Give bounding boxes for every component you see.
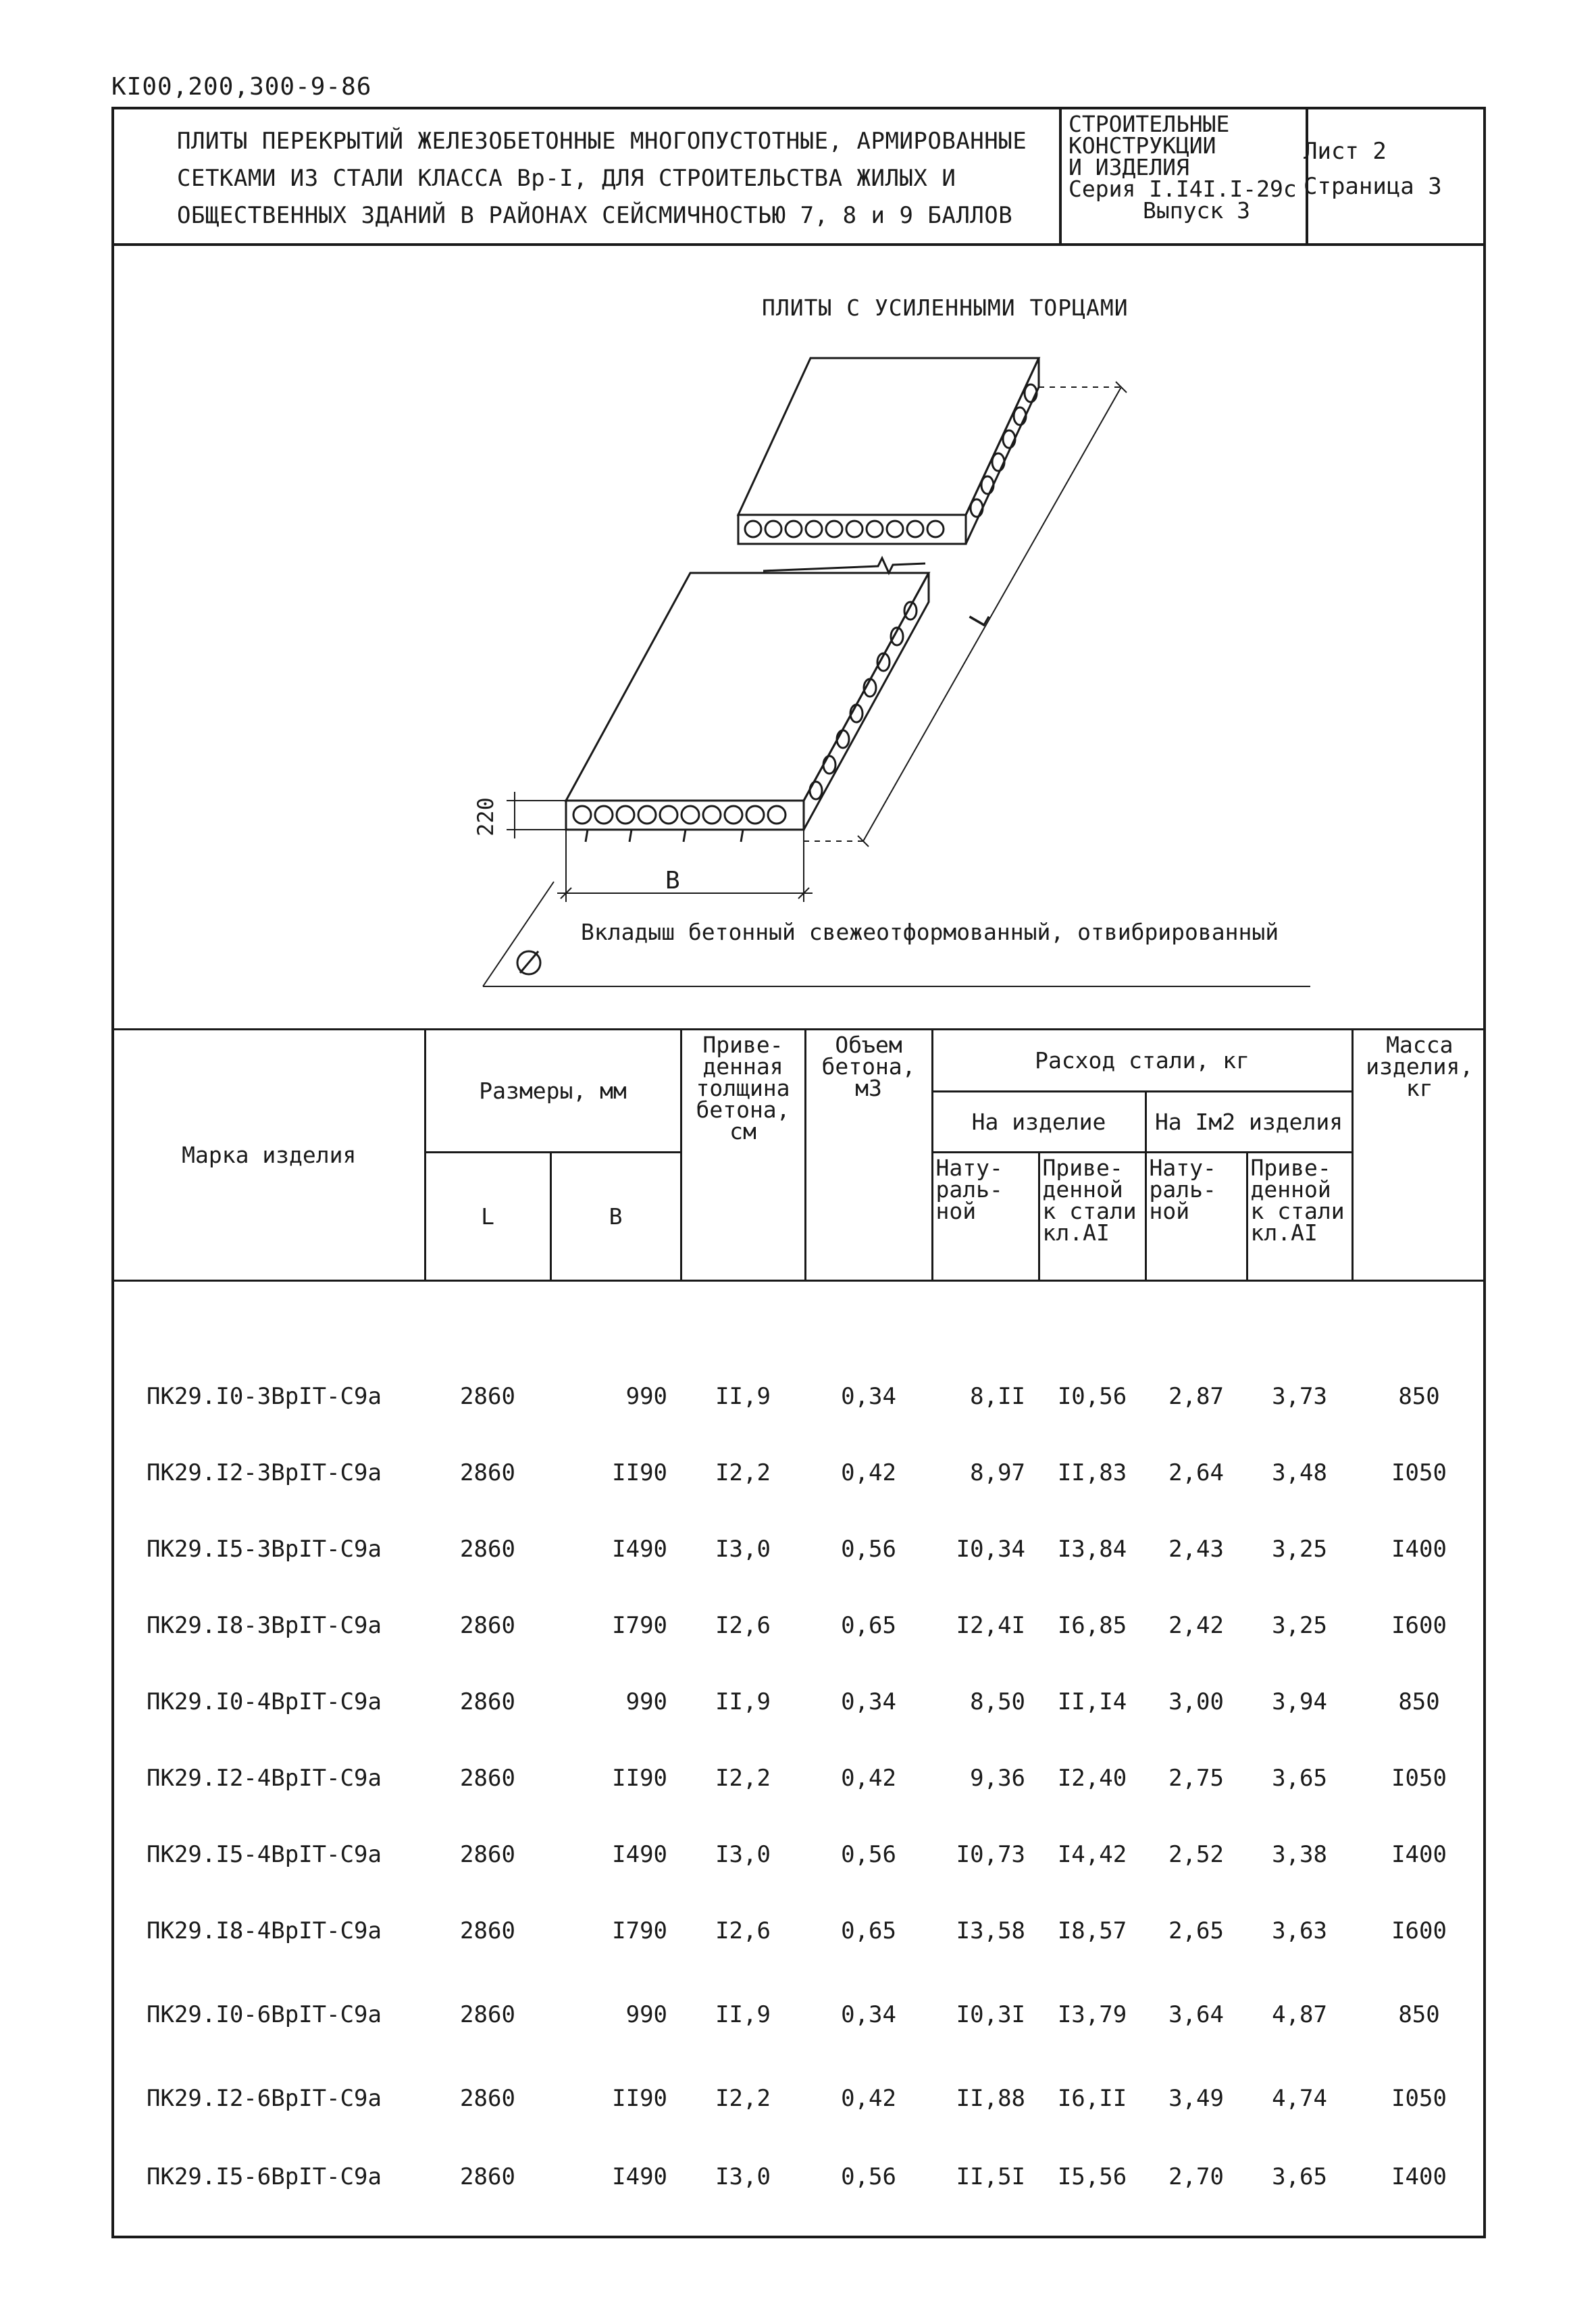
cell-mark: ПК29.I8-3ВрIТ-С9а bbox=[147, 1611, 382, 1639]
cell-L: 2860 bbox=[460, 2001, 515, 2028]
cell-L: 2860 bbox=[460, 1764, 515, 1792]
cell-mass: I400 bbox=[1391, 1535, 1447, 1563]
cell-thickness: I3,0 bbox=[715, 1840, 771, 1868]
cell-thickness: I3,0 bbox=[715, 1535, 771, 1563]
cell-reduced-item: I5,56 bbox=[1057, 2163, 1127, 2190]
cell-B: 990 bbox=[625, 1382, 668, 1410]
header-per-item: На изделие bbox=[932, 1092, 1145, 1153]
series-line: СТРОИТЕЛЬНЫЕ bbox=[1069, 111, 1230, 137]
cell-natural-item: II,5I bbox=[956, 2163, 1026, 2190]
cell-volume: 0,42 bbox=[841, 1459, 896, 1486]
slab-drawing bbox=[0, 0, 1596, 1027]
header-reduced-m2: Приве-денной к стали кл.АI bbox=[1247, 1153, 1352, 1281]
cell-mass: 850 bbox=[1398, 1382, 1440, 1410]
table-row bbox=[114, 1358, 1486, 1434]
cell-natural-item: I0,34 bbox=[956, 1535, 1026, 1563]
dim-label-L: L bbox=[964, 605, 996, 632]
cell-natural-item: I3,58 bbox=[956, 1917, 1026, 1944]
cell-volume: 0,42 bbox=[841, 1764, 896, 1792]
cell-volume: 0,65 bbox=[841, 1917, 896, 1944]
table-row bbox=[114, 1816, 1486, 1892]
cell-reduced-m2: 3,73 bbox=[1272, 1382, 1327, 1410]
header-thickness: Приве-денная толщина бетона, см bbox=[681, 1030, 805, 1281]
cell-natural-m2: 2,65 bbox=[1168, 1917, 1224, 1944]
cell-reduced-m2: 4,74 bbox=[1272, 2084, 1327, 2112]
cell-B: I490 bbox=[612, 2163, 668, 2190]
cell-B: II90 bbox=[612, 1764, 668, 1792]
title-line: СЕТКАМИ ИЗ СТАЛИ КЛАССА Вр-I, ДЛЯ СТРОИТЕЛЬСТВА ЖИЛЫХ И bbox=[177, 165, 956, 192]
cell-mass: I400 bbox=[1391, 1840, 1447, 1868]
cell-thickness: II,9 bbox=[715, 1688, 771, 1715]
cell-mark: ПК29.I5-6ВрIТ-С9а bbox=[147, 2163, 382, 2190]
sheet-number: Лист 2 bbox=[1304, 138, 1387, 165]
cell-natural-item: 9,36 bbox=[970, 1764, 1026, 1792]
cell-natural-m2: 2,43 bbox=[1168, 1535, 1224, 1563]
page-number: Страница 3 bbox=[1304, 173, 1442, 200]
cell-natural-m2: 3,00 bbox=[1168, 1688, 1224, 1715]
cell-natural-m2: 2,70 bbox=[1168, 2163, 1224, 2190]
dimension-L bbox=[804, 382, 1127, 847]
cell-natural-item: 8,II bbox=[970, 1382, 1026, 1410]
cell-volume: 0,34 bbox=[841, 1688, 896, 1715]
table-row bbox=[114, 1969, 1486, 2060]
cell-natural-item: I0,73 bbox=[956, 1840, 1026, 1868]
cell-B: I790 bbox=[612, 1917, 668, 1944]
header-steel: Расход стали, кг bbox=[932, 1030, 1352, 1092]
cell-thickness: II,9 bbox=[715, 1382, 771, 1410]
cell-mass: I600 bbox=[1391, 1917, 1447, 1944]
cell-volume: 0,34 bbox=[841, 1382, 896, 1410]
cell-reduced-m2: 4,87 bbox=[1272, 2001, 1327, 2028]
title-line: ОБЩЕСТВЕННЫХ ЗДАНИЙ В РАЙОНАХ СЕЙСМИЧНОСТЬЮ 7, 8 и 9 БАЛЛОВ bbox=[177, 202, 1013, 229]
spacer-row bbox=[114, 1281, 1486, 1359]
cell-L: 2860 bbox=[460, 1459, 515, 1486]
table-row bbox=[114, 1892, 1486, 1969]
document-code: КI00,200,300-9-86 bbox=[111, 73, 372, 101]
cell-B: II90 bbox=[612, 1459, 668, 1486]
dimension-B bbox=[557, 830, 813, 902]
cell-mark: ПК29.I5-3ВрIТ-С9а bbox=[147, 1535, 382, 1563]
cell-B: 990 bbox=[625, 2001, 668, 2028]
figure-title: ПЛИТЫ С УСИЛЕННЫМИ ТОРЦАМИ bbox=[762, 295, 1129, 321]
cell-mass: I050 bbox=[1391, 1764, 1447, 1792]
cell-L: 2860 bbox=[460, 1917, 515, 1944]
cell-L: 2860 bbox=[460, 1688, 515, 1715]
table-body bbox=[114, 1281, 1486, 2218]
cell-reduced-m2: 3,25 bbox=[1272, 1611, 1327, 1639]
cell-reduced-m2: 3,63 bbox=[1272, 1917, 1327, 1944]
cell-volume: 0,56 bbox=[841, 1535, 896, 1563]
upper-slab bbox=[738, 358, 1039, 544]
cell-natural-m2: 2,42 bbox=[1168, 1611, 1224, 1639]
cell-L: 2860 bbox=[460, 1382, 515, 1410]
cell-B: II90 bbox=[612, 2084, 668, 2112]
cell-reduced-item: I8,57 bbox=[1057, 1917, 1127, 1944]
insert-note: Вкладыш бетонный свежеотформованный, отвибрированный bbox=[581, 919, 1279, 945]
table-row bbox=[114, 2060, 1486, 2136]
cell-reduced-item: I0,56 bbox=[1057, 1382, 1127, 1410]
cell-mass: I400 bbox=[1391, 2163, 1447, 2190]
dimension-220 bbox=[507, 792, 566, 838]
series-line: И ИЗДЕЛИЯ bbox=[1069, 154, 1189, 180]
cell-mark: ПК29.I8-4ВрIТ-С9а bbox=[147, 1917, 382, 1944]
cell-reduced-m2: 3,94 bbox=[1272, 1688, 1327, 1715]
cell-L: 2860 bbox=[460, 2084, 515, 2112]
cell-reduced-item: I3,84 bbox=[1057, 1535, 1127, 1563]
cell-reduced-m2: 3,65 bbox=[1272, 1764, 1327, 1792]
cell-volume: 0,34 bbox=[841, 2001, 896, 2028]
issue-number: Выпуск 3 bbox=[1143, 197, 1250, 224]
cell-natural-item: I2,4I bbox=[956, 1611, 1026, 1639]
cell-L: 2860 bbox=[460, 1535, 515, 1563]
cell-mass: 850 bbox=[1398, 2001, 1440, 2028]
cell-natural-m2: 2,75 bbox=[1168, 1764, 1224, 1792]
cell-B: I790 bbox=[612, 1611, 668, 1639]
cell-natural-item: II,88 bbox=[956, 2084, 1026, 2112]
series-number: Серия I.I4I.I-29с bbox=[1069, 176, 1297, 202]
cell-L: 2860 bbox=[460, 1840, 515, 1868]
cell-thickness: I2,2 bbox=[715, 1459, 771, 1486]
cell-natural-m2: 2,87 bbox=[1168, 1382, 1224, 1410]
header-per-m2: На Iм2 изделия bbox=[1145, 1092, 1352, 1153]
cell-reduced-item: II,I4 bbox=[1057, 1688, 1127, 1715]
header-reduced-item: Приве-денной к стали кл.АI bbox=[1039, 1153, 1145, 1281]
cell-B: I490 bbox=[612, 1535, 668, 1563]
cell-reduced-item: I3,79 bbox=[1057, 2001, 1127, 2028]
title-line: ПЛИТЫ ПЕРЕКРЫТИЙ ЖЕЛЕЗОБЕТОННЫЕ МНОГОПУСТОТНЫЕ, АРМИРОВАННЫЕ bbox=[177, 128, 1027, 155]
spec-table bbox=[114, 1028, 1486, 2217]
series-line: КОНСТРУКЦИИ bbox=[1069, 132, 1216, 159]
cell-volume: 0,56 bbox=[841, 2163, 896, 2190]
cell-thickness: II,9 bbox=[715, 2001, 771, 2028]
cell-reduced-m2: 3,25 bbox=[1272, 1535, 1327, 1563]
cell-volume: 0,42 bbox=[841, 2084, 896, 2112]
header-natural-m2: Нату-раль-ной bbox=[1145, 1153, 1247, 1281]
header-mark: Марка изделия bbox=[114, 1030, 425, 1281]
header-B: В bbox=[550, 1153, 681, 1281]
header-natural-item: Нату-раль-ной bbox=[932, 1153, 1039, 1281]
bottom-studs bbox=[586, 830, 743, 842]
lower-slab-voids bbox=[573, 602, 917, 824]
cell-mark: ПК29.I2-4ВрIТ-С9а bbox=[147, 1764, 382, 1792]
header-mass: Масса изделия, кг bbox=[1352, 1030, 1486, 1281]
cell-natural-m2: 2,64 bbox=[1168, 1459, 1224, 1486]
cell-reduced-m2: 3,38 bbox=[1272, 1840, 1327, 1868]
cell-mass: I050 bbox=[1391, 1459, 1447, 1486]
table-row bbox=[114, 1663, 1486, 1740]
cell-mass: 850 bbox=[1398, 1688, 1440, 1715]
cell-reduced-m2: 3,48 bbox=[1272, 1459, 1327, 1486]
table-row bbox=[114, 1511, 1486, 1587]
dim-label-220: 220 bbox=[472, 797, 498, 836]
cell-natural-m2: 3,49 bbox=[1168, 2084, 1224, 2112]
cell-reduced-item: I6,85 bbox=[1057, 1611, 1127, 1639]
cell-mark: ПК29.I0-4ВрIТ-С9а bbox=[147, 1688, 382, 1715]
cell-thickness: I2,6 bbox=[715, 1611, 771, 1639]
cell-B: 990 bbox=[625, 1688, 668, 1715]
header-volume: Объем бетона, м3 bbox=[805, 1030, 932, 1281]
cell-natural-item: 8,97 bbox=[970, 1459, 1026, 1486]
cell-natural-item: 8,50 bbox=[970, 1688, 1026, 1715]
cell-mark: ПК29.I0-3ВрIТ-С9а bbox=[147, 1382, 382, 1410]
cell-thickness: I2,2 bbox=[715, 1764, 771, 1792]
dim-label-B: В bbox=[665, 867, 680, 895]
cell-B: I490 bbox=[612, 1840, 668, 1868]
cell-natural-m2: 2,52 bbox=[1168, 1840, 1224, 1868]
table-row bbox=[114, 2136, 1486, 2217]
cell-mark: ПК29.I5-4ВрIТ-С9а bbox=[147, 1840, 382, 1868]
cell-volume: 0,65 bbox=[841, 1611, 896, 1639]
cell-reduced-m2: 3,65 bbox=[1272, 2163, 1327, 2190]
cell-L: 2860 bbox=[460, 2163, 515, 2190]
cell-thickness: I2,6 bbox=[715, 1917, 771, 1944]
cell-reduced-item: II,83 bbox=[1057, 1459, 1127, 1486]
table-row bbox=[114, 1587, 1486, 1663]
cell-mark: ПК29.I0-6ВрIТ-С9а bbox=[147, 2001, 382, 2028]
cell-volume: 0,56 bbox=[841, 1840, 896, 1868]
header-L: L bbox=[425, 1153, 550, 1281]
cell-mass: I050 bbox=[1391, 2084, 1447, 2112]
cell-natural-m2: 3,64 bbox=[1168, 2001, 1224, 2028]
header-sizes: Размеры, мм bbox=[425, 1030, 681, 1153]
cell-natural-item: I0,3I bbox=[956, 2001, 1026, 2028]
cell-thickness: I2,2 bbox=[715, 2084, 771, 2112]
table-row bbox=[114, 1434, 1486, 1511]
cell-reduced-item: I2,40 bbox=[1057, 1764, 1127, 1792]
table-row bbox=[114, 1740, 1486, 1816]
cell-mass: I600 bbox=[1391, 1611, 1447, 1639]
lower-slab bbox=[566, 573, 929, 842]
cell-mark: ПК29.I2-3ВрIТ-С9а bbox=[147, 1459, 382, 1486]
cell-reduced-item: I4,42 bbox=[1057, 1840, 1127, 1868]
cell-L: 2860 bbox=[460, 1611, 515, 1639]
cell-thickness: I3,0 bbox=[715, 2163, 771, 2190]
cell-mark: ПК29.I2-6ВрIТ-С9а bbox=[147, 2084, 382, 2112]
cell-reduced-item: I6,II bbox=[1057, 2084, 1127, 2112]
